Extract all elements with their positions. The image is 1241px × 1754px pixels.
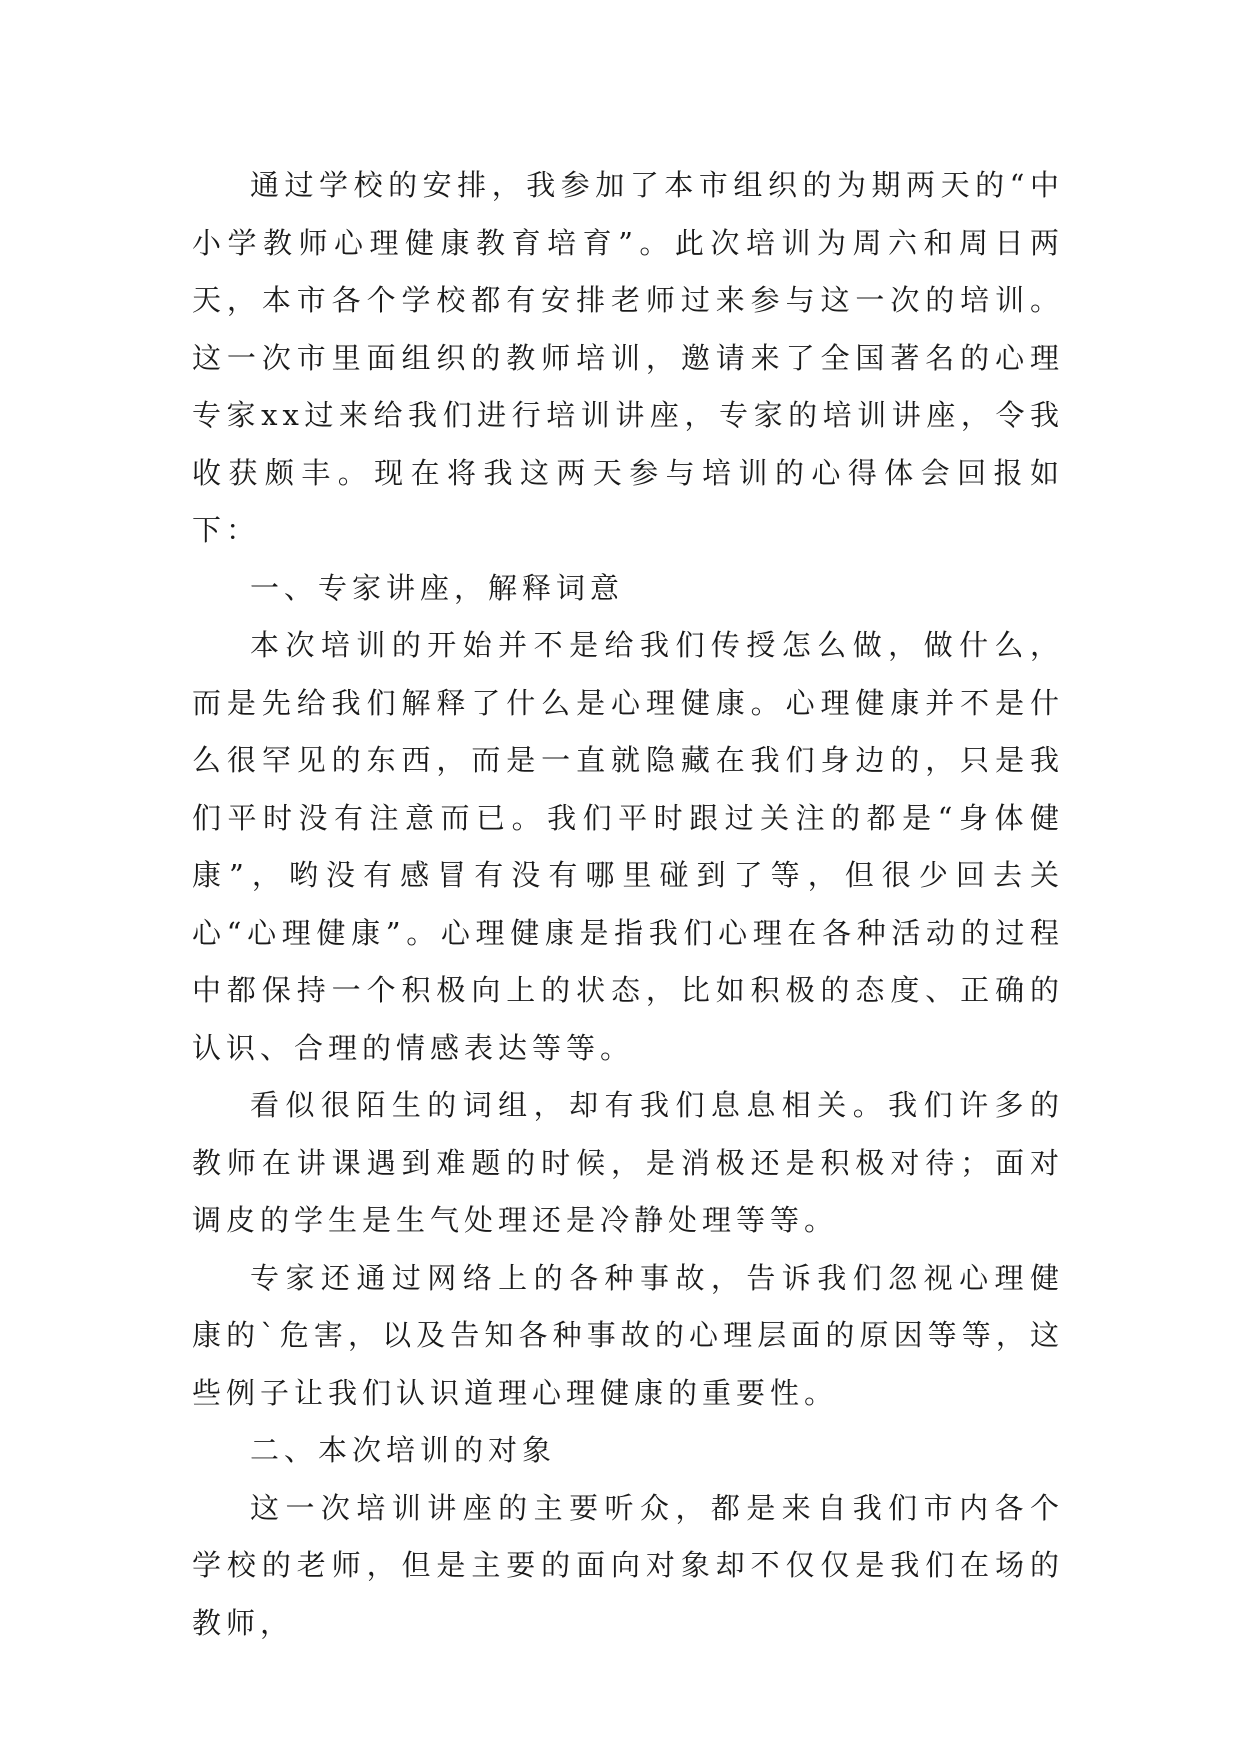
paragraph-relevance: 看似很陌生的词组，却有我们息息相关。我们许多的教师在讲课遇到难题的时候，是消极还是积极对待；面对调皮的学生是生气处理还是冷静处理等等。: [192, 1088, 1064, 1237]
section-heading-1: 一、专家讲座，解释词意: [250, 570, 625, 605]
section-heading-2: 二、本次培训的对象: [250, 1433, 557, 1467]
paragraph-examples: 专家还通过网络上的各种事故，告诉我们忽视心理健康的`危害，以及告知各种事故的心理层面的原因等等，这些例子让我们认识道理心理健康的重要性。: [192, 1260, 1064, 1410]
paragraph-audience: 这一次培训讲座的主要听众，都是来自我们市内各个学校的老师，但是主要的面向对象却不仅仅是我们在场的教师，: [192, 1490, 1064, 1640]
paragraph-definition: 本次培训的开始并不是给我们传授怎么做，做什么，而是先给我们解释了什么是心理健康。心理健康并不是什么很罕见的东西，而是一直就隐藏在我们身边的，只是我们平时没有注意而已。我们平时跟过关注的都是“身体健康”，哟没有感冒有没有哪里碰到了等，但很少回去关心“心理健康”。心理健康是指我们心理在各种活动的过程中都保持一个积极向上的状态，比如积极的态度、正确的认识、合理的情感表达等等。: [192, 628, 1064, 1065]
paragraph-intro: 通过学校的安排，我参加了本市组织的为期两天的“中小学教师心理健康教育培育”。此次培训为周六和周日两天，本市各个学校都有安排老师过来参与这一次的培训。这一次市里面组织的教师培训，邀请来了全国著名的心理专家xx过来给我们进行培训讲座，专家的培训讲座，令我收获颇丰。现在将我这两天参与培训的心得体会回报如下：: [192, 168, 1064, 547]
document-body: [192, 157, 1064, 1652]
